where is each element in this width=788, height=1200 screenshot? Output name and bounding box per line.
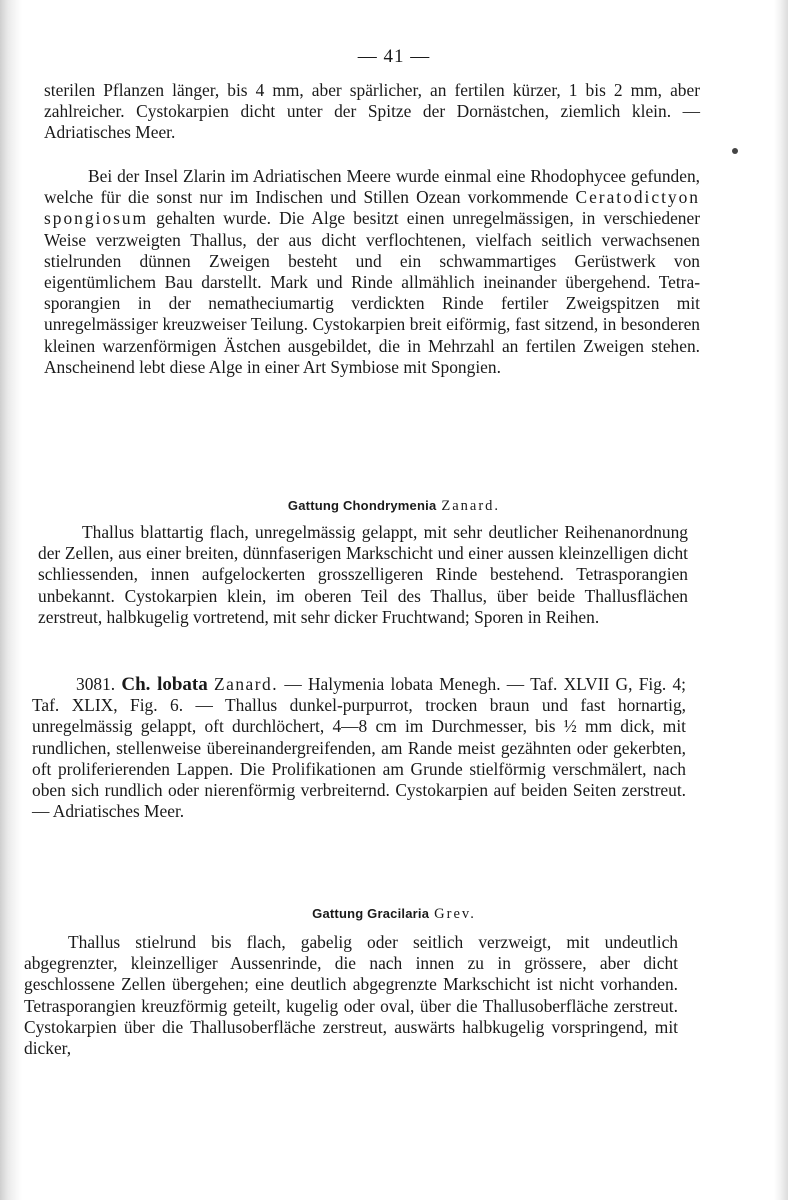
genus-label: Gattung Chondrymenia (287, 498, 437, 513)
paragraph-text (32, 674, 686, 822)
chondrymenia-description (38, 522, 688, 628)
zlarin-paragraph (44, 166, 700, 378)
species-author: Zanard. (214, 674, 279, 694)
continuation-paragraph (44, 80, 700, 144)
species-name: Ceratodictyon spongiosum (44, 187, 700, 229)
species-number: 3081. (76, 674, 116, 694)
species-name: Ch. lobata (121, 674, 208, 695)
genus-heading-gracilaria (0, 906, 788, 923)
genus-author: Grev. (434, 906, 476, 922)
paragraph-text: Bei der Insel Zlarin im Adriatischen Meere wurde einmal eine Rhodophycee gefunden, welche für die sonst nur im Indischen und Stillen Ozean vorkommende Ceratodictyon spongiosum gehalten wurde. Die Alge besitzt einen unregelmässigen, in verschiedener Weise verzweigten Thallus, der aus dicht verflochtenen, vielfach seitlich verwachsenen stielrunden dünnen Zweigen besteht und ein schwammartiges Gerüstwerk von eigentümlichem Bau darstellt. Mark und Rinde allmählich ineinander übergehend. Tetrasporangien in der nematheciumartig verdickten Rinde fertiler Zweigspitzen mit unregelmässiger kreuzweiser Teilung. Cystokarpien breit eiförmig, fast sitzend, in besonderen kleinen warzenförmigen Ästchen ausgebildet, die in Mehrzahl an fertilen Zweigen stehen. Anscheinend lebt diese Alge in einer Art Symbiose mit Spongien. (44, 166, 700, 377)
paragraph-text: Thallus blattartig flach, unregelmässig gelappt, mit sehr deutlicher Reihenanordnung der Zellen, aus einer breiten, dünnfaserigen Markschicht und einer aussen kleinzelligen dicht schliessenden, innen aufgelockerten grosszelligeren Rinde bestehend. Tetrasporangien unbekannt. Cystokarpien klein, im oberen Teil des Thallus, über beide Thallusflächen zerstreut, halbkugelig vortretend, mit sehr dicker Fruchtwand; Sporen in Reihen. (38, 522, 688, 627)
genus-heading-chondrymenia (0, 498, 788, 515)
paragraph-text: sterilen Pflanzen länger, bis 4 mm, aber spärlicher, an fertilen kürzer, 1 bis 2 mm, aber zahlreicher. Cystokarpien dicht unter der Spitze der Dornästchen, ziemlich klein. — Adriatisches Meer. (44, 80, 700, 143)
genus-label: Gattung Gracilaria (312, 906, 430, 921)
species-text: — Halymenia lobata Menegh. — Taf. XLVII G, Fig. 4; Taf. XLIX, Fig. 6. — Thallus dunkel-purpurrot, trocken braun und fast hornartig, unregelmässig gelappt, oft durchlöchert, 4—8 cm im Durchmesser, bis ½ mm dick, mit rundlichen, stellenweise übereinandergreifenden, am Rande meist gezähnten oder gekerbten, oft proliferierenden Lappen. Die Prolifikationen am Grunde stielförmig verschmälert, nach oben sich rundlich oder nierenförmig verbreiternd. Cystokarpien auf beiden Seiten zerstreut. — Adriatisches Meer. (32, 674, 687, 822)
page-number: — 41 — (357, 46, 431, 67)
gracilaria-description (24, 932, 678, 1059)
paragraph-text: Thallus stielrund bis flach, gabelig oder seitlich verzweigt, mit undeutlich abgegrenzter, kleinzelliger Aussenrinde, die nach innen zu in grössere, aber dicht geschlossene Zellen übergehen; eine deutlich abgegrenzte Markschicht ist nicht vorhanden. Tetrasporangien kreuzförmig geteilt, kugelig oder oval, über die Thallusoberfläche zerstreut. Cystokarpien über die Thallusoberfläche zerstreut, auswärts halbkugelig vorspringend, mit dicker, (24, 932, 678, 1059)
genus-author: Zanard. (441, 498, 501, 514)
ink-speck (732, 148, 738, 154)
species-entry-3081 (32, 674, 686, 822)
